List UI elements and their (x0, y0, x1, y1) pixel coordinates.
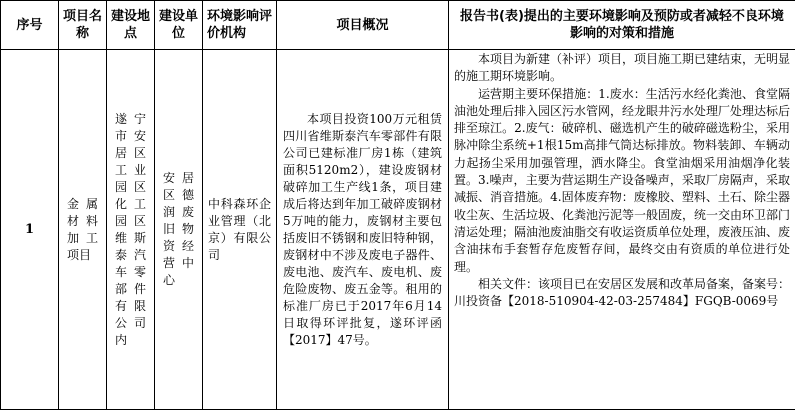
cell-eia-agency: 中科森环企业管理（北京）有限公司 (203, 50, 277, 410)
cell-overview (277, 50, 449, 410)
report-paragraph: 本项目为新建（补评）项目，项目施工期已建结束，无明显的施工期环境影响。 (454, 52, 791, 84)
report-paragraph: 运营期主要环保措施：1.废水：生活污水经化粪池、食堂隔油池处理后排入园区污水管网，经龙眼井污水处理厂处理达标后排至琼江。2.废气：破碎机、磁选机产生的破碎磁选粉尘，采用脉冲除尘系统+1根15m高排气筒达标排放。物料装卸、车辆动力起扬尘采用加强管理，洒水降尘。食堂油烟采用油烟净化装置。3.噪声，主要为营运期生产设备噪声，采取厂房隔声，采取减振、消音措施。4.固体废弃物：废橡胶、塑料、土石、除尘器收尘灰、生活垃圾、化粪池污泥等一般固废，统一交由环卫部门清运处理；隔油池废油脂交有收运资质单位处理，废液压油、废含油抹布手套暂存危废暂存间，最终交由有资质的单位进行处理。 (454, 86, 791, 274)
header-row (1, 1, 795, 50)
table-row (1, 50, 795, 410)
cell-location: 遂宁市安居区工业园区化工园区维斯泰汽车零部件有限公司内 (107, 50, 155, 410)
header-project-name: 项目名称 (59, 1, 107, 50)
header-report-measures: 报告书(表)提出的主要环境影响及预防或者减轻不良环境影响的对策和措施 (449, 1, 795, 50)
cell-report-measures (449, 50, 795, 410)
cell-project-name: 金属材料加工项目 (59, 50, 107, 410)
header-eia-agency: 环境影响评价机构 (203, 1, 277, 50)
report-paragraph: 相关文件：该项目已在安居区发展和改革局备案，备案号：川投资备【2018-510904-42-03-257484】FGQB-0069号 (454, 276, 791, 309)
header-overview: 项目概况 (277, 1, 449, 50)
cell-index: 1 (1, 50, 59, 410)
overview-text: 本项目投资100万元租赁四川省维斯泰汽车零部件有限公司已建标准厂房1栋（建筑面积5120m2），建设废钢材破碎加工生产线1条，项目建成后将达到年加工破碎废钢材5万吨的能力，废钢材主要包括废旧不锈钢和废旧特种钢，废钢材中不涉及废电子器件、废电池、废汽车、废电机、废危险废物、废五金等。租用的标准厂房已于2017年6月14日取得环评批复，遂环评函【2017】47号。 (283, 111, 442, 347)
header-builder: 建设单位 (155, 1, 203, 50)
header-location: 建设地点 (107, 1, 155, 50)
cell-builder: 安居区德润废旧物资经营中心 (155, 50, 203, 410)
header-index: 序号 (1, 1, 59, 50)
